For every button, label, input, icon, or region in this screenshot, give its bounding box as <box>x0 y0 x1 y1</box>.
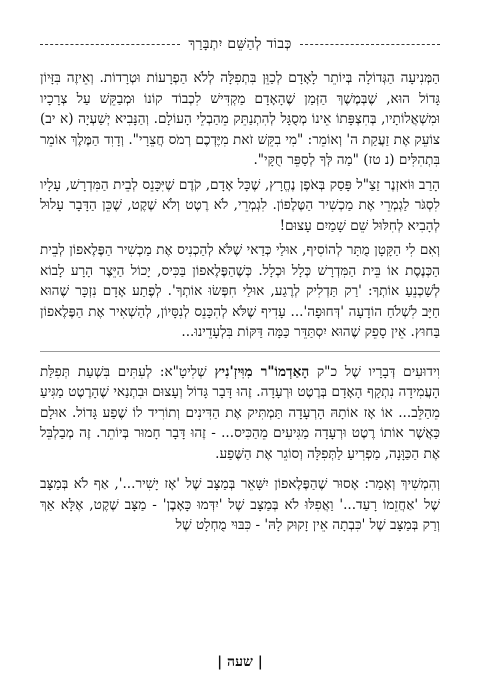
bold-text: הָאַדְמוֹ"ר מִוִּיזְ'נִיץ <box>214 363 310 380</box>
page-number: | שעה | <box>217 654 263 670</box>
paragraph <box>40 68 440 171</box>
paragraph-text: וְאִם לִי הַקָּטָן מֻתָּר לְהוֹסִיף, אוּלַי כְּדַאי שֶׁלֹּא לְהַכְנִיס אֶת מַכְשִׁיר הַפֶּלֶאפוֹן לְבֵית הַכְּנֶסֶת אוֹ בֵּית הַמִּדְרָשׁ כְּלָל וּכְלָל. כְּשֶׁהַפֶּלֶאפוֹן בַּכִּיס, יָכוֹל הַיֵּצֶר הָרָע לָבוֹא לְשַׁכְנֵעַ אוֹתְךָ: 'רַק תַּדְלִיק לְרֶגַע, אוּלַי חִפְּשׂוּ אוֹתְךָ'. לְפֶתַע אָדָם נִזְכָּר שֶׁהוּא חַיָּב לִשְׁלֹחַ הוֹדָעָה 'דְּחוּפָה'... עָדִיף שֶׁלֹּא לְהִכָּנֵס לְנִסָּיוֹן, לְהַשְׁאִיר אֶת הַפֶּלֶאפוֹן בַּחוּץ. אֵין סָפֵק שֶׁהוּא יִסְתַּדֵּר כַּמָּה דַּקּוֹת בִּלְעָדֵינוּ... <box>40 242 440 340</box>
paragraph <box>40 240 440 343</box>
running-header <box>40 34 440 54</box>
header-rule-left <box>40 44 180 45</box>
paragraph-text: הָרַב וּוֹאזְנֶר זַצַ"ל פָּסַק בְּאֹפֶן נֶחֱרָץ, שֶׁכָּל אָדָם, קֹדֶם שֶׁיִּכָּנֵס לְבֵית הַמִּדְרָשׁ, עָלָיו לִסְגֹּר לַגְמְרֵי אֶת מַכְשִׁיר הַטֶּלֶפוֹן. לִגְמְרֵי, לֹא רֶטֶט וְלֹא שֶׁקֶט, שֶׁכֵּן הַדָּבָר עָלוּל לְהָבִיא לְחִלּוּל שֵׁם שָׁמַיִם עָצוּם! <box>40 176 440 234</box>
paragraph-text: וִידוּעִים דְּבָרָיו שֶׁל כ"ק <box>309 363 440 380</box>
paragraph <box>40 474 440 536</box>
section-divider <box>40 351 440 352</box>
body-text <box>40 68 440 536</box>
paragraph-text: שְׁלִיטָ"א: לְעִתִּים בִּשְׁעַת תְּפִלַּת הָעֲמִידָה נִתְקָף הָאָדָם בְּרֶטֶט וּרְעָדָה. זֶהוּ דָּבָר גָּדוֹל וְעָצוּם וּבִתְנַאי שֶׁהָרֶטֶט מַגִּיעַ מֵהַלֵּב... אוֹ אָז אוֹתָהּ הָרְעָדָה תַּמְתִּיק אֶת הַדִּינִים וְתוֹרִיד לוֹ שֶׁפַע גָּדוֹל. אוּלָם כַּאֲשֶׁר אוֹתוֹ רֶטֶט וּרְעָדָה מַגִּיעִים מֵהַכִּיס... - זֶהוּ דָּבָר חָמוּר בְּיוֹתֵר. זֶה מְבַלְבֵּל אֶת הַכַּוָּנָה, מַפְרִיעַ לַתְּפִלָּה וְסוֹגֵר אֶת הַשֶּׁפַע. <box>40 363 440 462</box>
paragraph-text: הַמְּנִיעָה הַגְּדוֹלָה בְּיוֹתֵר לָאָדָם לְכַוֵּן בִּתְפִלָּה לְלֹא הַפְרָעוֹת וּטְרָדוֹת. וְאֵיזֶה בִּזָּיוֹן גָּדוֹל הוּא, שֶׁבְּמֶשֶׁךְ הַזְּמַן שֶׁהָאָדָם מַקְדִּישׁ לִכְבוֹד קוֹנוֹ וּמְבַקֵּשׁ עַל צְרָכָיו וּמִשְׁאֲלוֹתָיו, בְּחִצְפָּתוֹ אֵינוֹ מְסֻגָּל לְהִתְנַתֵּק מֵהַבְלֵי הָעוֹלָם. וְהַנָּבִיא יְשַׁעְיָה (א יב) צוֹעֵק אֶת זַעֲקַת ה' וְאוֹמֵר: "מִי בִקֵּשׁ זֹאת מִיֶּדְכֶם רְמֹס חֲצֵרָי". וְדָוִד הַמֶּלֶךְ אוֹמֵר בִּתְהִלִּים (נ טז) "מַה לְּךָ לְסַפֵּר חֻקָּי". <box>40 70 440 168</box>
header-rule-right <box>300 44 440 45</box>
paragraph <box>40 175 440 237</box>
paragraph-text: וְהִמְשִׁיךְ וְאָמַר: אָסוּר שֶׁהַפֶּלֶאפוֹן יִשָּׁאֵר בְּמַצָּב שֶׁל 'אָז יָשִׁיר...', אַף לֹא בְּמַצָּב שֶׁל 'אַחֲזֵמוֹ רָעַד...' וַאֲפִלּוּ לֹא בְּמַצָּב שֶׁל 'יִדְּמוּ כָּאָבֶן' - מַצָּב שֶׁקֶט, אֶלָּא אַךְ וְרַק בְּמַצָּב שֶׁל 'כִּבְתָה אֵין זָקוּק לָהּ' - כִּבּוּי מֻחְלָט שֶׁל <box>40 476 440 533</box>
header-title: כְּבוֹד לְהַשֵּׁם יִתְבָּרַךְ <box>188 35 292 52</box>
paragraph <box>40 362 440 465</box>
